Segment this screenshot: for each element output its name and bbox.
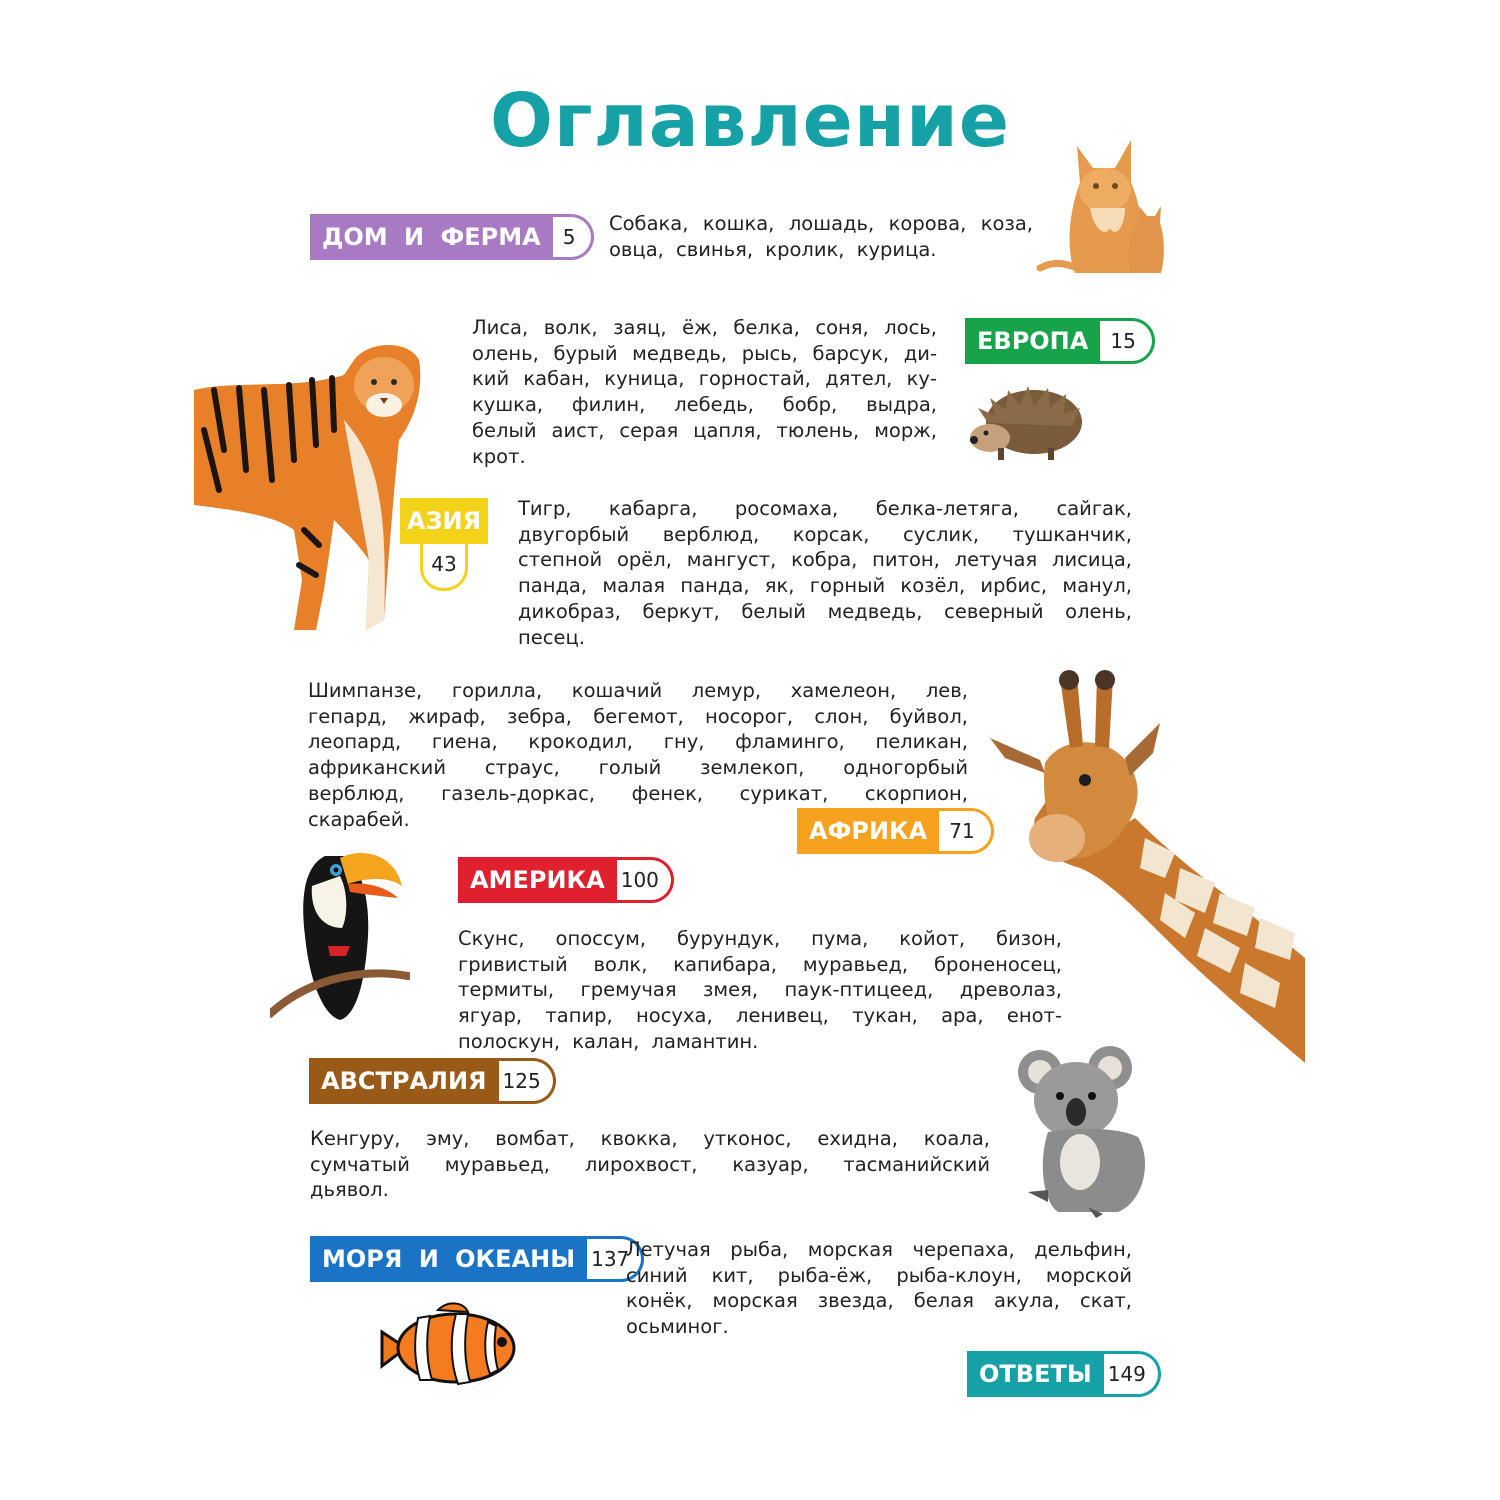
section-page-asia: 43 (420, 544, 468, 591)
cat-and-kitten-photo (1035, 128, 1165, 278)
section-tag-australia[interactable] (309, 1058, 556, 1104)
section-page-europe: 15 (1100, 318, 1154, 364)
section-label-america: АМЕРИКА (458, 857, 617, 903)
section-text-europe: Лиса, волк, заяц, ёж, белка, соня, лось, олень, бурый медведь, рысь, барсук, дикий кабан, куница, горностай, дятел, кукушка, филин, лебедь, бобр, выдра, белый аист, серая цапля, тюлень, морж, крот. (472, 316, 937, 468)
section-tag-america[interactable] (458, 857, 674, 903)
section-text-asia: Тигр, кабарга, росомаха, белка-летяга, сайгак, двугорбый верблюд, корсак, суслик, тушканчик, степной орёл, мангуст, кобра, питон, летучая лисица, панда, малая панда, як, горный козёл, ирбис, манул, дикобраз, беркут, белый медведь, северный олень, песец. (518, 497, 1132, 649)
section-text-seas: Летучая рыба, морская черепаха, дельфин, синий кит, рыба-ёж, рыба-клоун, морской конёк, морская звезда, белая акула, скат, осьминог. (626, 1238, 1132, 1339)
section-label-europe: ЕВРОПА (965, 318, 1100, 364)
section-label-seas: МОРЯ И ОКЕАНЫ (310, 1236, 587, 1282)
section-page-answers: 149 (1104, 1351, 1161, 1397)
section-text-australia: Кенгуру, эму, вомбат, квокка, утконос, ехидна, коала, сумчатый муравьед, лирохвост, казуар, тасманийский дьявол. (310, 1127, 990, 1202)
hedgehog-photo (968, 378, 1088, 464)
section-label-australia: АВСТРАЛИЯ (309, 1058, 499, 1104)
section-label-africa: АФРИКА (797, 808, 939, 854)
section-label-farm: ДОМ И ФЕРМА (310, 214, 553, 260)
section-tag-farm[interactable] (310, 214, 594, 260)
page-title: Оглавление (489, 78, 1011, 164)
section-text-farm: Собака, кошка, лошадь, корова, коза, овца, свинья, кролик, курица. (609, 212, 1033, 261)
section-page-australia: 125 (499, 1058, 556, 1104)
section-text-america: Скунс, опоссум, бурундук, пума, койот, бизон, гривистый волк, капибара, муравьед, броненосец, термиты, гремучая змея, паук-птицеед, древолаз, ягуар, тапир, носуха, ленивец, тукан, ара, енот-полоскун, калан, ламантин. (458, 927, 1062, 1053)
section-label-asia: АЗИЯ (400, 498, 488, 544)
section-tag-answers[interactable] (967, 1351, 1161, 1397)
toucan-photo (270, 836, 410, 1022)
section-page-seas: 137 (587, 1236, 644, 1282)
koala-photo (1018, 1042, 1158, 1220)
section-tag-europe[interactable] (965, 318, 1155, 364)
section-page-america: 100 (617, 857, 674, 903)
section-tag-asia[interactable] (400, 498, 488, 591)
section-page-africa: 71 (939, 808, 993, 854)
section-page-farm: 5 (553, 214, 595, 260)
section-label-answers: ОТВЕТЫ (967, 1351, 1104, 1397)
section-tag-seas[interactable] (310, 1236, 644, 1282)
section-text-africa: Шимпанзе, горилла, кошачий лемур, хамелеон, лев, гепард, жираф, зебра, бегемот, носорог, слон, буйвол, леопард, гиена, крокодил, гну, фламинго, пеликан, африканский страус, голый землекоп, одногорбый верблюд, газель-доркас, фенек, сурикат, скорпион, скарабей. (308, 679, 968, 831)
section-tag-africa[interactable] (797, 808, 994, 854)
tiger-photo (194, 330, 424, 640)
clownfish-photo (378, 1302, 520, 1394)
